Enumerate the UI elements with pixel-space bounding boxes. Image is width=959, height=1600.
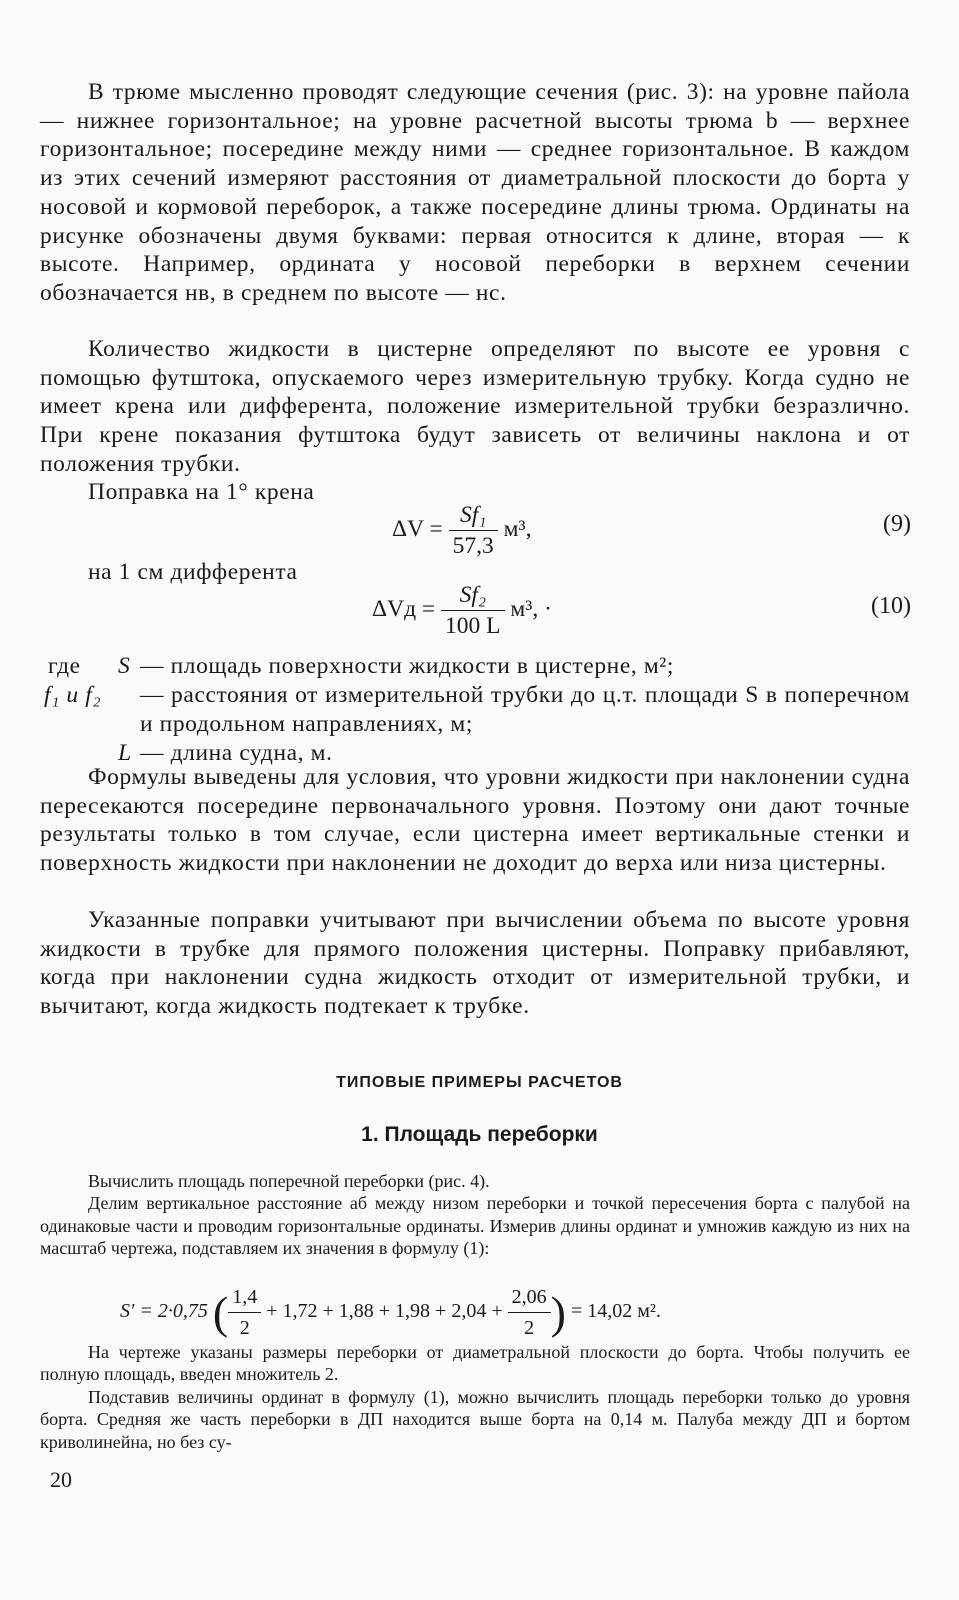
equation-number-10: (10)	[871, 593, 911, 619]
fraction: $\frac{1,4}{2}$	[228, 1282, 261, 1343]
subsection-heading: 1. Площадь переборки	[361, 1123, 598, 1146]
symbol-s: S	[118, 653, 131, 679]
formula-10: ΔVд = $\frac{\text{Sf₂}}{100 L}$ м³, ·	[372, 582, 552, 639]
page-number: 20	[50, 1467, 72, 1492]
example-text-continued	[40, 1341, 910, 1453]
paragraph-text: Формулы выведены для условия, что уровни жидкости при наклонении судна пересекаются посередине первоначального уровня. Поэтому они дают точные результаты только в том случае, если цистерна имеет вертикальные стенки и поверхность жидкости при наклонении не доходит до верха или низа цистерны.	[40, 764, 910, 877]
trim-correction-label: на 1 см дифферента	[88, 559, 298, 585]
formula-9: ΔV = $\frac{\text{Sf₁}}{57,3}$ м³,	[392, 502, 532, 559]
equation-number-9: (9)	[883, 511, 911, 537]
definition-l: — длина судна, м.	[140, 740, 333, 766]
symbol-l: L	[118, 740, 132, 766]
paragraph-text: Указанные поправки учитывают при вычислении объема по высоте уровня жидкости в трубке для прямого положения цистерны. Поправку прибавляют, когда при наклонении судна жидкость отходит от измерительной трубки, и вычитают, когда жидкость подтекает к трубке.	[40, 907, 910, 1020]
example-line: На чертеже указаны размеры переборки от диаметральной плоскости до борта. Чтобы получить ее полную площадь, введен множитель 2.	[40, 1342, 910, 1385]
formula-bulkhead-area: S′ = 2·0,75 ( $\frac{1,4}{2}$ + 1,72 + 1,88 + 1,98 + 2,04 + $\frac{2,06}{2}$ ) = 14,02 м².	[120, 1282, 661, 1343]
paragraph-text: В трюме мысленно проводят следующие сечения (рис. 3): на уровне пайола — нижнее горизонтальное; на уровне расчетной высоты трюма b — верхнее горизонтальное; посередине между ними — среднее горизонтальное. В каждом из этих сечений измеряют расстояния от диаметральной плоскости до борта у носовой и кормовой переборок, а также посередине длины трюма. Ординаты на рисунке обозначены двумя буквами: первая относится к длине, вторая — к высоте. Например, ордината у носовой переборки в верхнем сечении обозначается нв, в среднем по высоте — нс.	[40, 79, 910, 306]
section-heading: ТИПОВЫЕ ПРИМЕРЫ РАСЧЕТОВ	[336, 1074, 623, 1091]
paragraph-hold-sections	[40, 78, 910, 308]
example-line: Делим вертикальное расстояние аб между низом переборки и точкой пересечения борта с палубой на одинаковые части и проводим горизонтальные ординаты. Измерив длины ординат и умножив каждую из них на масштаб чертежа, подставляем их значения в формулу (1):	[40, 1193, 910, 1259]
paragraph-text: Количество жидкости в цистерне определяют по высоте ее уровня с помощью футштока, опускаемого через измерительную трубку. Когда судно не имеет крена или дифферента, положение измерительной трубки безразлично. При крене показания футштока будут зависеть от величины наклона и от положения трубки.	[40, 336, 910, 477]
definition-f: — расстояния от измерительной трубки до ц.т. площади S в поперечном и продольном направлениях, м;	[140, 682, 910, 737]
symbol-f1-f2: f₁ и f₂	[44, 682, 102, 708]
example-line: Вычислить площадь поперечной переборки (рис. 4).	[88, 1171, 490, 1191]
fraction: $\frac{2,06}{2}$	[508, 1282, 551, 1343]
where-label: где	[48, 653, 81, 679]
definition-s: — площадь поверхности жидкости в цистерне, м²;	[140, 653, 675, 679]
fraction: $\frac{\text{Sf₁}}{57,3}$	[449, 500, 498, 561]
paragraph-formula-conditions	[40, 763, 910, 878]
paragraph-tank-liquid	[40, 335, 910, 479]
heel-correction-label: Поправка на 1° крена	[88, 479, 315, 505]
example-line: Подставив величины ординат в формулу (1), можно вычислить площадь переборки только до уровня борта. Средняя же часть переборки в ДП находится выше борта на 0,14 м. Палуба между ДП и бортом криволинейна, но без су-	[40, 1386, 910, 1452]
example-text	[40, 1170, 910, 1260]
fraction: $\frac{\text{Sf₂}}{100 L}$	[441, 580, 504, 641]
paragraph-corrections-usage	[40, 906, 910, 1021]
